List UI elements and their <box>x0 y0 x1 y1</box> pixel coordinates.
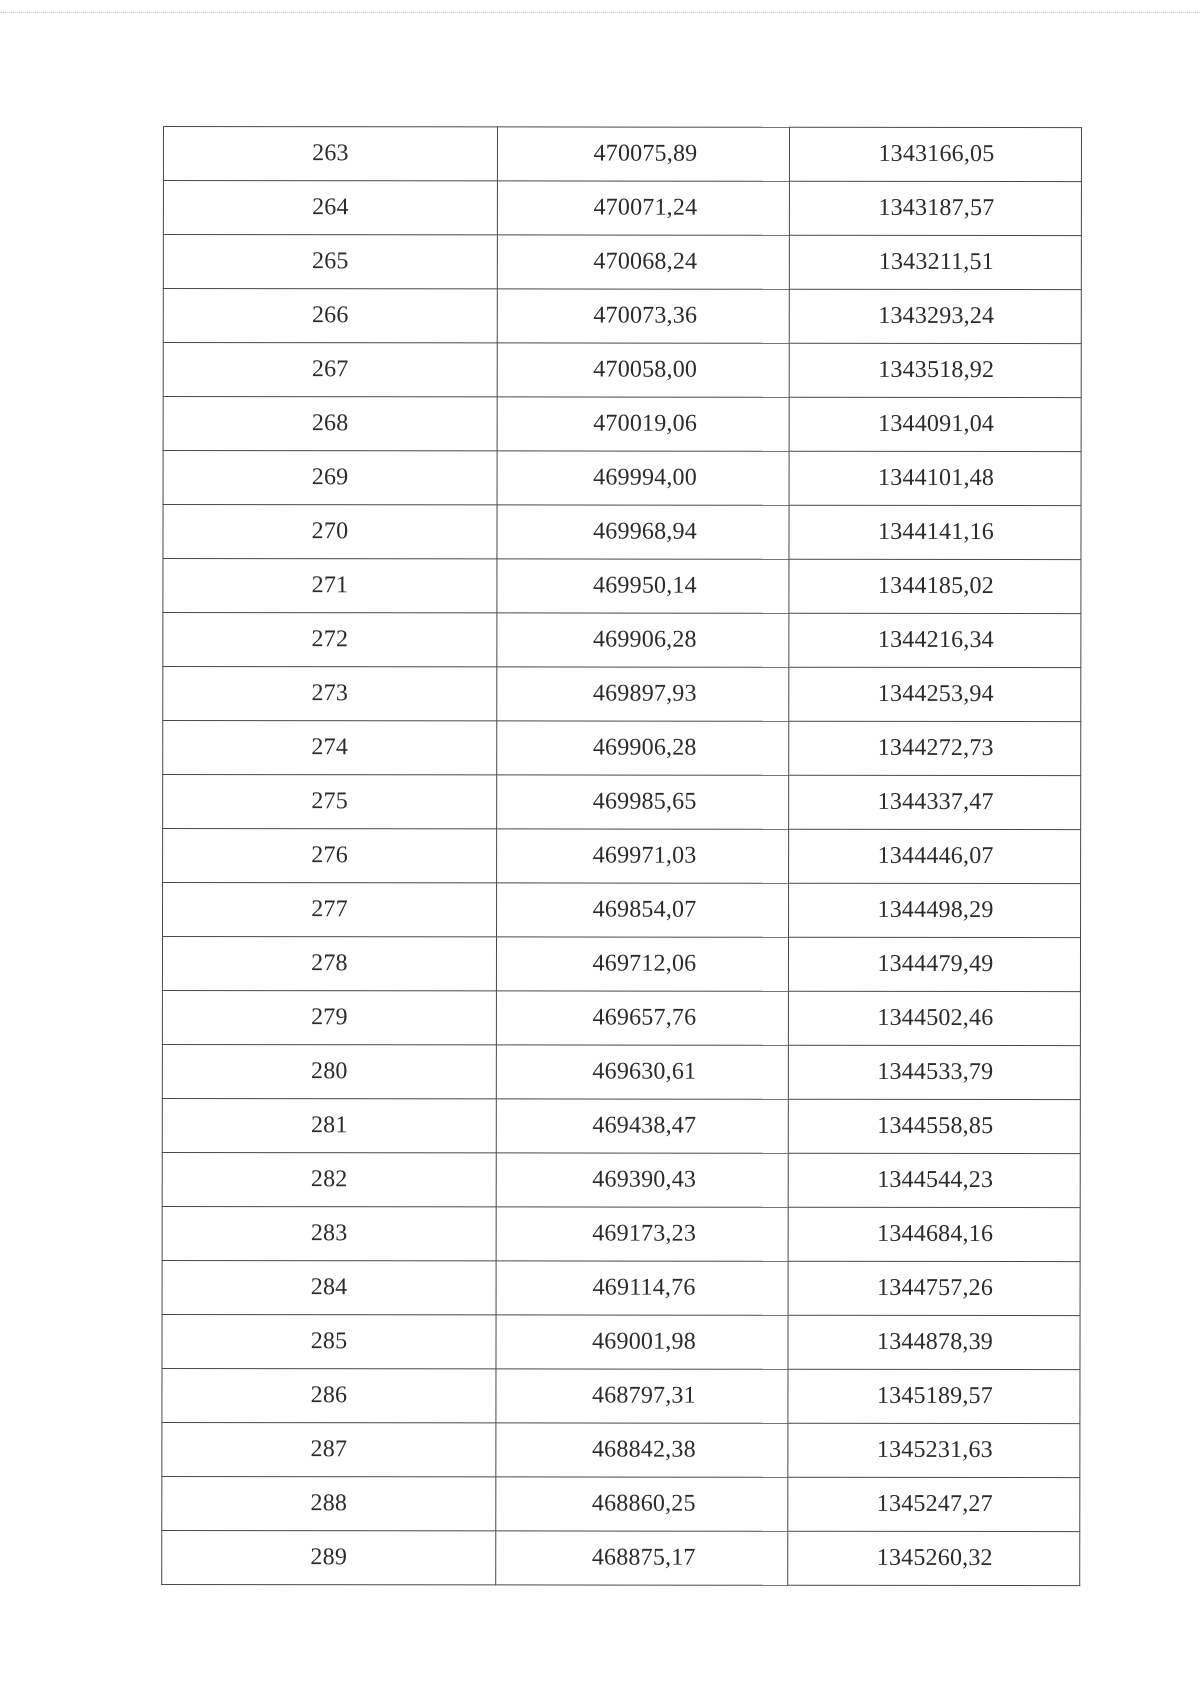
x-coordinate-cell: 469438,47 <box>496 1099 788 1153</box>
y-coordinate-cell: 1343166,05 <box>789 127 1081 181</box>
x-coordinate-cell: 468842,38 <box>496 1423 788 1477</box>
point-number-cell: 289 <box>162 1530 496 1584</box>
coordinates-table-body <box>162 127 1082 1586</box>
x-coordinate-cell: 469712,06 <box>496 937 788 991</box>
point-number-cell: 284 <box>162 1260 496 1314</box>
y-coordinate-cell: 1344757,26 <box>788 1261 1080 1315</box>
table-row <box>162 1368 1080 1423</box>
point-number-cell: 265 <box>163 235 497 289</box>
y-coordinate-cell: 1344091,04 <box>789 397 1081 451</box>
coordinates-table <box>161 126 1082 1586</box>
point-number-cell: 275 <box>163 775 497 829</box>
y-coordinate-cell: 1344446,07 <box>789 829 1081 883</box>
y-coordinate-cell: 1344101,48 <box>789 451 1081 505</box>
point-number-cell: 285 <box>162 1314 496 1368</box>
table-row <box>162 1530 1080 1585</box>
point-number-cell: 286 <box>162 1368 496 1422</box>
scan-edge-line <box>0 12 1200 13</box>
point-number-cell: 263 <box>163 127 497 181</box>
x-coordinate-cell: 469657,76 <box>496 991 788 1045</box>
y-coordinate-cell: 1344878,39 <box>788 1315 1080 1369</box>
y-coordinate-cell: 1344544,23 <box>788 1153 1080 1207</box>
table-row <box>162 1152 1080 1207</box>
y-coordinate-cell: 1344253,94 <box>789 667 1081 721</box>
y-coordinate-cell: 1344533,79 <box>788 1045 1080 1099</box>
point-number-cell: 283 <box>162 1206 496 1260</box>
table-row <box>163 451 1081 506</box>
point-number-cell: 288 <box>162 1476 496 1530</box>
x-coordinate-cell: 469630,61 <box>496 1045 788 1099</box>
x-coordinate-cell: 469906,28 <box>497 613 789 667</box>
x-coordinate-cell: 469994,00 <box>497 451 789 505</box>
point-number-cell: 281 <box>162 1098 496 1152</box>
y-coordinate-cell: 1344272,73 <box>789 721 1081 775</box>
table-row <box>163 613 1081 668</box>
x-coordinate-cell: 469968,94 <box>497 505 789 559</box>
x-coordinate-cell: 468875,17 <box>496 1531 788 1585</box>
table-row <box>163 559 1081 614</box>
point-number-cell: 270 <box>163 505 497 559</box>
table-row <box>162 1260 1080 1315</box>
x-coordinate-cell: 469390,43 <box>496 1153 788 1207</box>
table-row <box>163 397 1081 452</box>
table-row <box>163 235 1081 290</box>
x-coordinate-cell: 470058,00 <box>497 343 789 397</box>
table-row <box>163 667 1081 722</box>
y-coordinate-cell: 1344502,46 <box>788 991 1080 1045</box>
y-coordinate-cell: 1344141,16 <box>789 505 1081 559</box>
table-row <box>163 829 1081 884</box>
table-row <box>163 289 1081 344</box>
x-coordinate-cell: 470073,36 <box>497 289 789 343</box>
table-row <box>162 1206 1080 1261</box>
x-coordinate-cell: 469950,14 <box>497 559 789 613</box>
point-number-cell: 267 <box>163 343 497 397</box>
point-number-cell: 269 <box>163 451 497 505</box>
y-coordinate-cell: 1344684,16 <box>788 1207 1080 1261</box>
x-coordinate-cell: 468797,31 <box>496 1369 788 1423</box>
y-coordinate-cell: 1343293,24 <box>789 289 1081 343</box>
y-coordinate-cell: 1343187,57 <box>789 181 1081 235</box>
y-coordinate-cell: 1344498,29 <box>789 883 1081 937</box>
point-number-cell: 280 <box>162 1044 496 1098</box>
point-number-cell: 282 <box>162 1152 496 1206</box>
point-number-cell: 273 <box>163 667 497 721</box>
x-coordinate-cell: 470068,24 <box>497 235 789 289</box>
table-row <box>162 1314 1080 1369</box>
x-coordinate-cell: 469114,76 <box>496 1261 788 1315</box>
point-number-cell: 278 <box>162 937 496 991</box>
table-row <box>162 1098 1080 1153</box>
x-coordinate-cell: 469985,65 <box>497 775 789 829</box>
x-coordinate-cell: 469897,93 <box>497 667 789 721</box>
point-number-cell: 264 <box>163 181 497 235</box>
point-number-cell: 272 <box>163 613 497 667</box>
table-row <box>163 721 1081 776</box>
point-number-cell: 277 <box>163 883 497 937</box>
table-row <box>163 775 1081 830</box>
table-row <box>163 181 1081 236</box>
table-row <box>162 937 1080 992</box>
x-coordinate-cell: 469854,07 <box>497 883 789 937</box>
y-coordinate-cell: 1343211,51 <box>789 235 1081 289</box>
point-number-cell: 287 <box>162 1422 496 1476</box>
point-number-cell: 279 <box>162 990 496 1044</box>
point-number-cell: 276 <box>163 829 497 883</box>
point-number-cell: 271 <box>163 559 497 613</box>
y-coordinate-cell: 1344479,49 <box>788 937 1080 991</box>
point-number-cell: 268 <box>163 397 497 451</box>
y-coordinate-cell: 1344185,02 <box>789 559 1081 613</box>
y-coordinate-cell: 1344558,85 <box>788 1099 1080 1153</box>
table-row <box>163 343 1081 398</box>
x-coordinate-cell: 469906,28 <box>497 721 789 775</box>
y-coordinate-cell: 1344337,47 <box>789 775 1081 829</box>
table-row <box>163 883 1081 938</box>
table-row <box>162 990 1080 1045</box>
x-coordinate-cell: 470019,06 <box>497 397 789 451</box>
x-coordinate-cell: 469173,23 <box>496 1207 788 1261</box>
y-coordinate-cell: 1344216,34 <box>789 613 1081 667</box>
y-coordinate-cell: 1345247,27 <box>788 1477 1080 1531</box>
table-row <box>162 1476 1080 1531</box>
table-row <box>162 1422 1080 1477</box>
table-row <box>163 127 1081 182</box>
document-page <box>161 126 1081 1586</box>
y-coordinate-cell: 1345260,32 <box>788 1531 1080 1585</box>
y-coordinate-cell: 1345231,63 <box>788 1423 1080 1477</box>
table-row <box>162 1044 1080 1099</box>
x-coordinate-cell: 470071,24 <box>497 181 789 235</box>
x-coordinate-cell: 470075,89 <box>497 127 789 181</box>
y-coordinate-cell: 1343518,92 <box>789 343 1081 397</box>
point-number-cell: 266 <box>163 289 497 343</box>
x-coordinate-cell: 468860,25 <box>496 1477 788 1531</box>
y-coordinate-cell: 1345189,57 <box>788 1369 1080 1423</box>
x-coordinate-cell: 469971,03 <box>497 829 789 883</box>
point-number-cell: 274 <box>163 721 497 775</box>
x-coordinate-cell: 469001,98 <box>496 1315 788 1369</box>
table-row <box>163 505 1081 560</box>
